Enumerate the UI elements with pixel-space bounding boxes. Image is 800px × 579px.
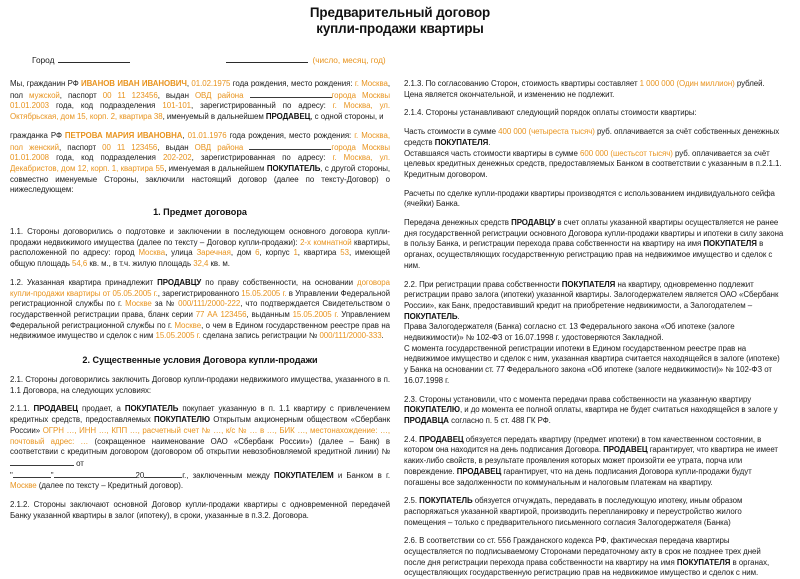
clause-1-1	[10, 227, 390, 270]
seller-role-ref: ПРОДАВЕЦ	[456, 466, 502, 476]
clause-text: 2.3. Стороны установили, что с момента передачи права собственности на указанную квартиру	[404, 394, 752, 404]
seller-role-ref: ПРОДАВЦУ	[511, 218, 556, 228]
buyer-role: ПОКУПАТЕЛЬ	[266, 163, 321, 173]
seller-role-ref: ПРОДАВЕЦ	[33, 404, 78, 414]
preamble-text: , с одной стороны, и	[310, 112, 384, 122]
clause-text: (сокращенное наименование ОАО «Сбербанк России») (далее – Банк) в соответствии с кредитным договором (договором об открытии невозобновляемой кредитной линии) №	[10, 436, 390, 457]
preamble-text: гражданка РФ	[10, 130, 65, 140]
clause-2-1-1	[10, 404, 390, 492]
registration-date: 15.05.2005 г.	[241, 288, 287, 298]
seller-passport-issuer-city: города Москвы 01.01.2003	[10, 90, 390, 111]
clause-2-1-4-own-funds	[404, 127, 784, 148]
city-label: Город	[32, 55, 55, 65]
clause-text: 2.1.3. По согласованию Сторон, стоимость квартиры составляет	[404, 79, 640, 88]
clause-text: квартиры, расположенной по адресу: город	[10, 237, 391, 258]
bank-city: Москве	[10, 481, 37, 491]
seller-role-ref: ПРОДАВЦУ	[157, 277, 202, 287]
clause-text: обязуется отчуждать, передавать в последующую ипотеку, иным образом распоряжаться указанной квартирой, производить перепланировку и переустройство жилого помещения – только с предварительного письменного согласия Залогодержателя (Банка)	[404, 496, 743, 527]
clause-text: г., заключенным между	[182, 470, 274, 480]
clause-text: в органах, осуществляющих государственную регистрацию прав на недвижимое имущество и сделок с ним.	[404, 557, 770, 578]
date-hint-label: (число, месяц, год)	[312, 55, 386, 65]
clause-text: Управлением Федеральной регистрационной службы по г.	[10, 309, 391, 330]
clause-2-2	[404, 280, 784, 323]
apartment-street: Заречная	[196, 248, 231, 258]
preamble-text: , именуемый в дальнейшем	[162, 112, 266, 122]
seller-role-ref: ПРОДАВЕЦ	[419, 434, 464, 444]
credit-contract-number-blank[interactable]	[10, 458, 74, 466]
preamble-text: , с другой стороны, совместно именуемые Стороны, заключили настоящий договор (далее по тексту-Договор) о нижеследующем:	[10, 163, 390, 195]
credit-contract-year-blank[interactable]	[144, 470, 182, 478]
preamble-text: года рождения, место рождения:	[230, 79, 355, 88]
clause-text: продает, а	[77, 404, 125, 414]
clause-text: на квартиру, одновременно подлежит регистрации право залога (ипотеки) указанной квартиры. Залогодержателем является ОАО «Сбербанк России», как Банк, предоставивший кредит на приобретение недвижимости, а Залогодателем –	[404, 279, 779, 310]
buyer-role-ref: ПОКУПАТЕЛЯ	[561, 279, 616, 289]
page-title	[10, 5, 790, 37]
record-date: 15.05.2005 г.	[155, 331, 201, 341]
record-number: 000/111/2000-333	[319, 331, 382, 341]
seller-name: ИВАНОВ ИВАН ИВАНОВИЧ	[81, 79, 187, 88]
clause-2-2-mortgagee-rights: Права Залогодержателя (Банка) согласно ст. 13 Федерального закона «Об ипотеке (залоге недвижимости)» № 102-ФЗ от 16.07.1998 г. удостоверяются Закладной.	[404, 322, 735, 343]
preamble-text: , именуемая в дальнейшем	[164, 163, 267, 173]
preamble-text: , паспорт	[58, 142, 103, 152]
clause-text: , квартира	[297, 248, 341, 258]
preamble-text: , выдан	[157, 90, 195, 100]
page-title-line-1: Предварительный договор	[309, 5, 491, 20]
preamble-text: Мы, гражданин РФ	[10, 79, 82, 88]
clause-text: в счет оплаты указанной квартиры осуществляется не ранее дня государственной регистрации основного Договора купли-продажи квартиры и ипотеки в силу закона в пользу Банка, и регистрации перехода права собственности на квартиру на имя	[404, 218, 784, 249]
buyer-issuer-blank[interactable]	[249, 142, 331, 150]
column-left	[10, 79, 390, 522]
seller-gender: мужской	[29, 90, 60, 100]
registration-city: Москве	[125, 299, 152, 309]
clause-text: сделана запись регистрации №	[200, 331, 320, 341]
section-1-heading: 1. Предмет договора	[153, 207, 247, 218]
clause-text: 1.2. Указанная квартира принадлежит	[10, 277, 158, 287]
clause-text: .	[488, 137, 491, 147]
clause-2-1: 2.1. Стороны договорились заключить Договор купли-продажи недвижимого имущества, указанного в п. 1.1 Договора, на следующих условиях:	[10, 375, 390, 395]
certificate-city: Москве	[174, 320, 202, 330]
preamble-text: года рождения, место рождения:	[226, 130, 355, 140]
clause-text: , и до момента ее полной оплаты, квартира не будет считаться находящейся в залоге у	[459, 405, 778, 415]
clause-2-1-2: 2.1.2. Стороны заключают основной Договор купли-продажи квартиры с одновременной передачей Банку указанной квартиры в залог (ипотеку), в сроки, указанные в п.3.2. Договора.	[10, 500, 390, 520]
clause-text: Часть стоимости в сумме	[404, 127, 499, 137]
preamble-text: , зарегистрированный по адресу:	[191, 101, 333, 111]
clause-text: обязуется передать квартиру (предмет ипотеки) в том качественном состоянии, в котором она находится на день подписания Договора.	[404, 434, 762, 455]
clause-text: , улица	[165, 248, 197, 258]
buyer-department-code: 202-202	[162, 153, 192, 163]
certificate-issue-date: 15.05.2005 г.	[292, 309, 339, 319]
bank-requisites: ОГРН …, ИНН …, КПП …, расчетный счет № …, к/с № … в …, БИК …, местонахождение: …, почтовый адрес: …	[10, 425, 390, 446]
clause-text: кв. м., в т.ч. жилую площадь	[87, 259, 194, 269]
clause-text: Передача денежных средств	[404, 218, 512, 228]
clause-text: руб. оплачивается за счёт целевых кредитных денежных средств, предоставляемых Банком в соответствии с указанным в п.2.1.1. Кредитным договором.	[404, 148, 782, 179]
apartment-number: 53	[340, 248, 349, 258]
clause-text: согласно п. 5 ст. 488 ГК РФ.	[448, 415, 551, 425]
clause-text: 2.6. В соответствии со ст. 556 Гражданского кодекса РФ, фактическая передача квартиры осуществляется по подписываемому Сторонами передаточному акту в срок не позднее трех дней после дня регистрации перехода права собственности на квартиру на имя	[404, 536, 761, 567]
clause-2-6	[404, 536, 784, 579]
buyer-role-ref: ПОКУПАТЕЛЯ	[434, 137, 489, 147]
apartment-price: 1 000 000 (Один миллион)	[639, 79, 735, 88]
clause-text: кв. м.	[208, 259, 230, 269]
seller-role: ПРОДАВЕЦ	[265, 112, 311, 122]
apartment-total-area: 54,6	[72, 259, 88, 269]
apartment-building: 1	[293, 248, 298, 258]
clause-text: в Управлении Федеральной регистрационной службы по г.	[10, 288, 390, 309]
clause-text: за №	[151, 299, 179, 309]
clause-text: , корпус	[259, 248, 294, 258]
preamble-text: , пол	[10, 79, 390, 100]
date-input-rule[interactable]	[226, 54, 308, 63]
clause-2-1-4-credit-funds	[404, 149, 784, 181]
clause-text: руб. оплачивается за счёт собственных денежных средств	[404, 127, 780, 147]
clause-text: 2.1.1.	[10, 404, 34, 414]
apartment-city: Москва	[138, 248, 166, 258]
clause-text: , о чем в Едином государственном реестре прав на недвижимое имущество и сделок с ним	[10, 320, 390, 341]
seller-birthdate: 01.02.1975	[191, 79, 231, 88]
buyer-birthdate: 01.01.1976	[187, 130, 227, 140]
apartment-living-area: 32,4	[193, 259, 209, 269]
column-right	[404, 79, 784, 579]
clause-text: от	[74, 458, 84, 468]
clause-text: в органах, осуществляющих государственную регистрацию прав на недвижимое имущество и сделок с ним.	[404, 239, 773, 270]
clause-text: , зарегистрированного	[157, 288, 242, 298]
clause-text: 2.5.	[404, 496, 420, 506]
clause-text: по праву собственности, на основании	[201, 277, 358, 287]
section-2-heading: 2. Существенные условия Договора купли-продажи	[82, 355, 318, 366]
seller-department-code: 101-101	[162, 101, 191, 111]
apartment-house: 6	[255, 248, 260, 258]
preamble-seller	[10, 79, 390, 123]
clause-2-5	[404, 496, 784, 528]
clause-text: , дом	[230, 248, 256, 258]
buyer-passport-issuer-city: города Москвы 01.01.2008	[10, 142, 390, 163]
seller-role-ref: ПРОДАВЦА	[404, 415, 449, 425]
seller-issuer-blank[interactable]	[250, 90, 332, 98]
clause-text: , что подтверждается Свидетельством о государственной регистрации права, бланк серии	[10, 299, 390, 319]
preamble-text: года, код подразделения	[49, 101, 163, 111]
clause-text: рублей. Цена является окончательной, и изменению не подлежит.	[404, 79, 765, 99]
seller-passport: 00 11 123456	[102, 90, 158, 100]
clause-2-4	[404, 435, 784, 489]
clause-text: 20	[135, 470, 145, 480]
buyer-role-ref: ПОКУПАТЕЛЮ	[154, 415, 211, 425]
city-date-row	[10, 54, 790, 66]
buyer-role-ref: ПОКУПАТЕЛЮ	[404, 405, 460, 415]
clause-text: , имеющей общую площадь	[10, 248, 390, 269]
apartment-rooms: 2-х комнатной	[300, 237, 352, 247]
clause-text: гарантирует, что квартира не имеет каких-либо свойств, в результате проявления которых может произойти ее утрата, порча или повреждение.	[404, 445, 778, 476]
own-funds-amount: 400 000 (четыреста тысяч)	[498, 127, 595, 137]
preamble-text: ,	[182, 130, 188, 140]
clause-text: Оставшаяся часть стоимости квартиры в сумме	[404, 148, 581, 158]
page-title-line-2: купли-продажи квартиры	[316, 21, 484, 36]
credit-contract-day-blank[interactable]	[13, 470, 51, 478]
buyer-role-ref: ПОКУПАТЕЛЯ	[676, 557, 731, 567]
clause-text: 1.1. Стороны договорились о подготовке и заключении в последующем основного договора купли-продажи недвижимого имущества (далее по тексту – Договор купли-продажи):	[10, 227, 390, 247]
clause-2-2-pledge: С момента государственной регистрации ипотеки в Едином государственном реестре прав на недвижимое имущество и сделок с ним, указанная квартира считается находящейся в залоге (ипотеке) у Банка на основании ст. 77 Федерального закона «Об ипотеке (залоге недвижимости)» № 102-ФЗ от 16.07.1998 г.	[404, 343, 780, 385]
clause-text: покупает указанную в п. 1.1 квартиру с привлечением кредитных средств, предоставляемых	[10, 404, 390, 425]
credit-funds-amount: 600 000 (шестьсот тысяч)	[580, 148, 673, 158]
buyer-role-ref: ПОКУПАТЕЛЬ	[419, 496, 473, 506]
clause-2-1-4-funds-transfer	[404, 218, 784, 272]
registration-number: 000/111/2000-222	[178, 299, 241, 309]
preamble-text: ,	[186, 79, 192, 88]
certificate-series: 77 АА 123456	[195, 309, 247, 319]
seller-birthplace: г. Москва	[354, 79, 388, 88]
clause-text: .	[457, 311, 460, 321]
seller-address: г. Москва, ул. Октябрьская, дом 15, корп. 2, квартира 38	[10, 101, 390, 122]
buyer-role-ref: ПОКУПАТЕЛЕМ	[274, 470, 334, 480]
clause-text: и Банком в г.	[333, 470, 390, 480]
buyer-address: г. Москва, ул. Декабристов, дом 12, корп. 1, квартира 55	[10, 153, 390, 173]
document-columns	[10, 79, 790, 579]
clause-2-1-3	[404, 79, 784, 100]
seller-role-ref: ПРОДАВЕЦ	[603, 445, 648, 455]
clause-2-3	[404, 395, 784, 427]
city-input-rule[interactable]	[58, 54, 130, 63]
preamble-text: , зарегистрированная по адресу:	[191, 153, 333, 163]
buyer-name: ПЕТРОВА МАРИЯ ИВАНОВНА	[64, 130, 183, 140]
buyer-birthplace: г. Москва, пол женский	[10, 130, 390, 152]
buyer-role-ref: ПОКУПАТЕЛЬ	[124, 404, 179, 414]
preamble-text: , паспорт	[59, 90, 103, 100]
clause-1-2	[10, 278, 390, 342]
clause-text: (далее по тексту – Кредитный договор).	[36, 481, 183, 491]
clause-text: "	[10, 470, 13, 480]
clause-text: 2.2. При регистрации права собственности	[404, 279, 562, 289]
clause-text: , выданным	[246, 309, 293, 319]
seller-passport-issuer: ОВД района	[194, 90, 244, 100]
clause-text: .	[381, 331, 384, 341]
preamble-buyer	[10, 131, 390, 196]
buyer-passport: 00 11 123456	[102, 142, 158, 152]
preamble-text: года, код подразделения	[49, 153, 163, 163]
clause-2-1-4: 2.1.4. Стороны устанавливают следующий порядок оплаты стоимости квартиры:	[404, 108, 697, 118]
buyer-role-ref: ПОКУПАТЕЛЯ	[703, 239, 757, 249]
preamble-text: , выдан	[157, 142, 195, 152]
buyer-passport-issuer: ОВД района	[194, 142, 244, 152]
clause-text: гарантирует, что на день подписания Договора купли-продажи будут погашены все задолженности по коммунальным и налоговым платежам на квартиру.	[404, 466, 752, 487]
clause-text: "	[50, 470, 54, 480]
ownership-basis: договора купли-продажи квартиры от 05.05.2005 г.	[10, 277, 390, 298]
clause-2-1-4-safe-deposit: Расчеты по сделке купли-продажи квартиры производятся с использованием индивидуального сейфа (ячейки) Банка.	[404, 188, 775, 209]
buyer-role-ref: ПОКУПАТЕЛЬ	[404, 311, 458, 321]
clause-text: Открытым акционерным обществом «Сбербанк России»	[10, 415, 391, 435]
credit-contract-month-blank[interactable]	[54, 470, 136, 478]
clause-text: 2.4.	[404, 434, 420, 444]
